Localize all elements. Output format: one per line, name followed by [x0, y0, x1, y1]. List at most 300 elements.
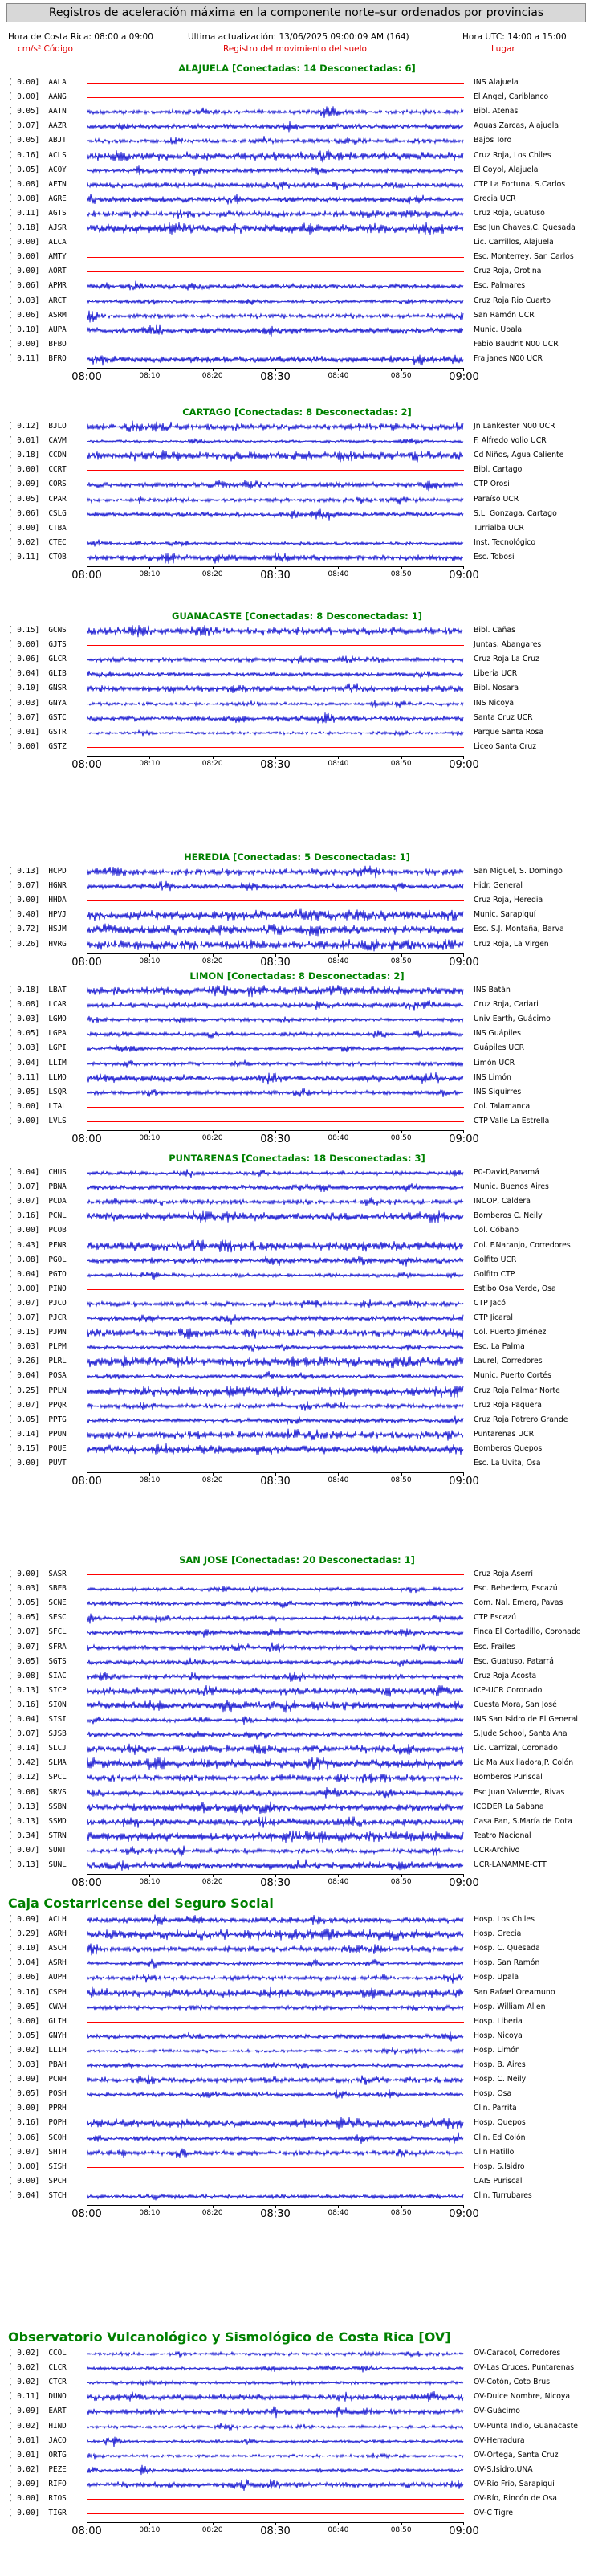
station-value-code: [ 0.02] HIND — [8, 2421, 67, 2431]
section-title: LIMON [Conectadas: 8 Desconectadas: 2] — [189, 970, 405, 982]
station-row — [0, 91, 594, 104]
station-value-code: [ 0.00] AMTY — [8, 252, 67, 262]
waveform-trace — [87, 2132, 464, 2145]
station-value-code: [ 0.07] PPQR — [8, 1400, 67, 1410]
time-axis-label: 08:20 — [201, 1476, 223, 1485]
signal-trace-path — [87, 656, 463, 664]
station-place: Clin. Parrita — [474, 2104, 517, 2113]
station-place: Cruz Roja Palmar Norte — [474, 1386, 560, 1395]
station-place: Golfito UCR — [474, 1255, 517, 1264]
station-place: Cruz Roja Acosta — [474, 1671, 537, 1680]
station-row — [0, 984, 594, 998]
station-row — [0, 2102, 594, 2116]
station-value-code: [ 0.13] HCPD — [8, 867, 67, 876]
station-row — [0, 2347, 594, 2361]
station-place: Bibl. Atenas — [474, 107, 519, 116]
station-value-code: [ 0.00] ALCA — [8, 238, 67, 247]
station-row — [0, 1385, 594, 1398]
station-row — [0, 1626, 594, 1639]
station-place: Puntarenas UCR — [474, 1429, 535, 1439]
station-place: Col. Talamanca — [474, 1101, 531, 1111]
waveform-trace — [87, 2376, 464, 2390]
waveform-trace — [87, 1013, 464, 1027]
station-place: Hosp. Los Chiles — [474, 1915, 535, 1924]
signal-trace-path — [87, 1169, 463, 1178]
signal-trace-path — [87, 2423, 463, 2431]
signal-trace-path — [87, 712, 463, 723]
station-value-code: [ 0.00] GLIH — [8, 2016, 67, 2026]
station-value-code: [ 0.04] SISI — [8, 1715, 67, 1724]
station-row — [0, 2362, 594, 2375]
signal-trace-path — [87, 181, 463, 190]
waveform-trace — [87, 726, 464, 740]
station-row — [0, 251, 594, 264]
signal-trace-path — [87, 909, 463, 921]
station-value-code: [ 0.11] LLMO — [8, 1072, 67, 1082]
station-row — [0, 1326, 594, 1340]
station-row — [0, 653, 594, 667]
station-place: Cruz Roja, Los Chiles — [474, 150, 551, 160]
station-value-code: [ 0.08] SRVS — [8, 1787, 67, 1797]
station-place: CTP Jacó — [474, 1298, 506, 1308]
waveform-trace — [87, 1224, 464, 1238]
station-value-code: [ 0.03] LGMO — [8, 1014, 67, 1024]
station-row — [0, 1027, 594, 1041]
signal-trace-path — [87, 2391, 463, 2402]
time-axis-label: 09:00 — [449, 569, 479, 582]
station-value-code: [ 0.10] GNSR — [8, 684, 67, 693]
waveform-trace — [87, 1786, 464, 1800]
time-axis-label: 08:40 — [328, 570, 349, 578]
station-row — [0, 178, 594, 192]
waveform-trace — [87, 1859, 464, 1872]
waveform-trace — [87, 1655, 464, 1669]
time-axis-label: 08:20 — [201, 2209, 223, 2217]
waveform-trace — [87, 880, 464, 893]
station-value-code: [ 0.09] EART — [8, 2407, 67, 2416]
waveform-trace — [87, 280, 464, 293]
station-value-code: [ 0.06] APMR — [8, 281, 67, 291]
station-row — [0, 1986, 594, 2000]
time-axis-label: 08:20 — [201, 570, 223, 578]
station-row — [0, 1341, 594, 1354]
station-value-code: [ 0.00] AANG — [8, 92, 67, 102]
station-place: Bajos Toro — [474, 136, 512, 145]
station-place: OV-Río Frío, Sarapiquí — [474, 2479, 555, 2488]
station-place: INS Guápiles — [474, 1029, 521, 1039]
signal-trace-path — [87, 1717, 463, 1725]
station-row — [0, 522, 594, 536]
station-value-code: [ 0.07] PBNA — [8, 1182, 67, 1192]
station-row — [0, 2044, 594, 2058]
station-place: Clin Hatillo — [474, 2147, 515, 2157]
station-row — [0, 420, 594, 434]
station-place: Clin. Turrubares — [474, 2190, 532, 2200]
signal-trace-path — [87, 881, 463, 892]
signal-trace-path — [87, 1386, 463, 1398]
time-axis-tick — [213, 756, 214, 759]
time-axis-tick — [338, 368, 339, 371]
time-axis-label: 08:20 — [201, 2526, 223, 2535]
signal-trace-path — [87, 924, 463, 937]
station-value-code: [ 0.05] LGPA — [8, 1029, 67, 1039]
station-row — [0, 295, 594, 308]
station-value-code: [ 0.15] PJMN — [8, 1328, 67, 1337]
time-axis-label: 08:00 — [71, 1877, 102, 1890]
station-place: Hosp. San Ramón — [474, 1958, 540, 1968]
station-row — [0, 1830, 594, 1843]
waveform-trace — [87, 1986, 464, 2000]
signal-trace-path — [87, 1986, 463, 1999]
time-axis-tick — [401, 1472, 402, 1476]
waveform-trace — [87, 295, 464, 308]
station-place: Santa Cruz UCR — [474, 712, 533, 722]
signal-trace-path — [87, 1030, 463, 1039]
station-value-code: [ 0.03] SBEB — [8, 1584, 67, 1594]
station-value-code: [ 0.04] PGTO — [8, 1269, 67, 1279]
time-axis-label: 08:20 — [201, 1878, 223, 1887]
signal-trace-path — [87, 1443, 463, 1455]
station-place: Esc Juan Valverde, Rivas — [474, 1787, 565, 1797]
station-place: Limón UCR — [474, 1058, 515, 1068]
signal-trace-path — [87, 106, 463, 118]
station-row — [0, 1210, 594, 1223]
station-row — [0, 894, 594, 908]
station-row — [0, 1641, 594, 1655]
waveform-trace — [87, 1312, 464, 1325]
station-place: OV-Ortega, Santa Cruz — [474, 2450, 559, 2460]
station-value-code: [ 0.18] CCDN — [8, 451, 67, 460]
station-value-code: [ 0.00] PCOB — [8, 1226, 67, 1235]
station-value-code: [ 0.11] AGTS — [8, 208, 67, 218]
waveform-trace — [87, 508, 464, 521]
signal-trace-path — [87, 1000, 463, 1010]
station-row — [0, 2059, 594, 2072]
waveform-trace — [87, 682, 464, 696]
waveform-trace — [87, 1699, 464, 1713]
station-row — [0, 449, 594, 463]
station-value-code: [ 0.09] RIFO — [8, 2479, 67, 2488]
station-value-code: [ 0.10] ASCH — [8, 1944, 67, 1953]
waveform-trace — [87, 2117, 464, 2130]
station-row — [0, 1582, 594, 1596]
time-axis-tick — [338, 1130, 339, 1133]
signal-trace-path — [87, 1731, 463, 1739]
station-value-code: [ 0.02] LLIH — [8, 2045, 67, 2055]
signal-trace-path — [87, 2479, 463, 2491]
waveform-trace — [87, 1728, 464, 1741]
time-axis-label: 08:10 — [139, 372, 161, 380]
station-value-code: [ 0.09] ACLH — [8, 1915, 67, 1924]
station-value-code: [ 0.04] ASRH — [8, 1958, 67, 1968]
station-row — [0, 1684, 594, 1698]
station-value-code: [ 0.26] PLRL — [8, 1357, 67, 1366]
station-row — [0, 2405, 594, 2419]
station-place: OV-S.Isidro,UNA — [474, 2464, 533, 2474]
time-axis — [71, 1130, 479, 1149]
time-axis-tick — [401, 1130, 402, 1133]
station-row — [0, 1713, 594, 1727]
station-row — [0, 1414, 594, 1427]
signal-trace-path — [87, 539, 463, 546]
signal-trace-path — [87, 496, 463, 504]
station-place: Esc. Frailes — [474, 1642, 515, 1651]
station-row — [0, 222, 594, 235]
station-value-code: [ 0.05] LSQR — [8, 1087, 67, 1096]
station-place: Fabio Baudrit N00 UCR — [474, 339, 559, 349]
station-place: INS Siquirres — [474, 1087, 522, 1096]
station-place: Cruz Roja Paquera — [474, 1400, 542, 1410]
signal-trace-path — [87, 684, 463, 694]
waveform-trace — [87, 463, 464, 477]
time-axis-tick — [338, 2522, 339, 2525]
waveform-trace — [87, 164, 464, 178]
waveform-trace — [87, 1844, 464, 1858]
section-title: CARTAGO [Conectadas: 8 Desconectadas: 2] — [182, 406, 412, 418]
station-row — [0, 2464, 594, 2477]
station-value-code: [ 0.00] BFBO — [8, 339, 67, 349]
station-value-code: [ 0.18] LBAT — [8, 986, 67, 994]
station-place: Cruz Roja, Cariari — [474, 1000, 539, 1010]
station-value-code: [ 0.00] LVLS — [8, 1116, 67, 1125]
signal-trace-path — [87, 1415, 463, 1424]
station-place: CTP Valle La Estrella — [474, 1116, 550, 1125]
station-value-code: [ 0.03] PBAH — [8, 2060, 67, 2069]
station-place: Bibl. Cañas — [474, 626, 515, 635]
time-axis-label: 08:50 — [390, 1476, 412, 1485]
station-place: Munic. Buenos Aires — [474, 1182, 549, 1192]
signal-trace-path — [87, 324, 463, 336]
time-axis-label: 08:00 — [71, 758, 102, 771]
station-place: Juntas, Abangares — [474, 640, 542, 650]
time-axis-label: 08:30 — [260, 1877, 291, 1890]
station-value-code: [ 0.34] STRN — [8, 1831, 67, 1840]
station-place: Hosp. Limón — [474, 2045, 520, 2055]
station-row — [0, 1844, 594, 1858]
station-row — [0, 1072, 594, 1085]
station-row — [0, 1859, 594, 1872]
station-value-code: [ 0.11] CTOB — [8, 552, 67, 561]
local-time-range: Hora de Costa Rica: 08:00 a 09:00 — [8, 32, 153, 42]
time-axis-label: 08:40 — [328, 957, 349, 965]
signal-trace-path — [87, 1657, 463, 1666]
station-row — [0, 537, 594, 550]
time-axis-label: 09:00 — [449, 371, 479, 383]
waveform-trace — [87, 1641, 464, 1655]
waveform-trace — [87, 1370, 464, 1383]
station-value-code: [ 0.16] ACLS — [8, 150, 67, 160]
time-axis-tick — [338, 756, 339, 759]
station-place: Esc. La Uvita, Osa — [474, 1459, 541, 1468]
signal-trace-path — [87, 2194, 463, 2201]
station-value-code: [ 0.12] BJLO — [8, 422, 67, 431]
waveform-trace — [87, 149, 464, 163]
station-place: CTP Escazú — [474, 1613, 517, 1623]
station-row — [0, 2478, 594, 2492]
time-axis-tick — [149, 566, 150, 569]
signal-trace-path — [87, 2004, 463, 2011]
signal-trace-path — [87, 1045, 463, 1052]
signal-trace-path — [87, 1831, 463, 1843]
time-axis-tick — [401, 2522, 402, 2525]
station-value-code: [ 0.02] CTCR — [8, 2378, 67, 2387]
station-value-code: [ 0.07] GSTC — [8, 712, 67, 722]
station-place: Fraijanes N00 UCR — [474, 353, 543, 363]
waveform-trace — [87, 1830, 464, 1843]
station-row — [0, 1013, 594, 1027]
station-value-code: [ 0.10] AUPA — [8, 325, 67, 334]
waveform-trace — [87, 998, 464, 1012]
unit-code-label: cm/s² Código — [18, 44, 73, 54]
station-value-code: [ 0.13] SSBN — [8, 1802, 67, 1811]
time-axis-tick — [213, 368, 214, 371]
station-place: CTP Jicaral — [474, 1313, 513, 1322]
waveform-trace — [87, 865, 464, 879]
waveform-trace — [87, 1297, 464, 1311]
waveform-trace — [87, 1385, 464, 1398]
station-place: Esc. Tobosi — [474, 552, 515, 561]
waveform-trace — [87, 1042, 464, 1055]
signal-trace-path — [87, 1774, 463, 1784]
station-place: Cruz Roja, La Virgen — [474, 939, 549, 949]
signal-trace-path — [87, 439, 463, 445]
waveform-trace — [87, 2001, 464, 2015]
time-axis-label: 08:30 — [260, 956, 291, 969]
station-value-code: [ 0.06] SCOH — [8, 2133, 67, 2142]
waveform-trace — [87, 1283, 464, 1296]
signal-trace-path — [87, 730, 463, 736]
waveform-trace — [87, 1801, 464, 1815]
station-value-code: [ 0.11] BFRO — [8, 353, 67, 363]
station-value-code: [ 0.00] GSTZ — [8, 741, 67, 751]
station-row — [0, 1042, 594, 1055]
signal-trace-path — [87, 2465, 463, 2475]
waveform-trace — [87, 1027, 464, 1041]
station-row — [0, 2001, 594, 2015]
station-value-code: [ 0.07] PCDA — [8, 1197, 67, 1206]
waveform-trace — [87, 1100, 464, 1114]
station-value-code: [ 0.00] SPCH — [8, 2176, 67, 2186]
waveform-trace — [87, 2044, 464, 2058]
signal-trace-path — [87, 480, 463, 492]
station-value-code: [ 0.04] LLIM — [8, 1058, 67, 1068]
station-row — [0, 1181, 594, 1194]
signal-trace-path — [87, 1816, 463, 1827]
station-row — [0, 76, 594, 90]
station-place: Munic. Sarapiquí — [474, 910, 536, 920]
station-place: Grecia UCR — [474, 194, 516, 203]
station-value-code: [ 0.00] PUVT — [8, 1459, 67, 1468]
waveform-trace — [87, 639, 464, 652]
station-value-code: [ 0.03] ARCT — [8, 296, 67, 305]
station-value-code: [ 0.00] AORT — [8, 267, 67, 276]
station-row — [0, 1728, 594, 1741]
station-row — [0, 1957, 594, 1970]
station-row — [0, 1568, 594, 1582]
waveform-trace — [87, 105, 464, 119]
station-place: INS Nicoya — [474, 698, 515, 708]
station-place: Laurel, Corredores — [474, 1357, 543, 1366]
station-place: El Coyol, Alajuela — [474, 165, 539, 174]
station-place: Hosp. Nicoya — [474, 2031, 523, 2040]
waveform-trace — [87, 908, 464, 922]
station-row — [0, 2088, 594, 2101]
station-place: Hosp. C. Neily — [474, 2075, 527, 2084]
time-axis-label: 08:50 — [390, 1878, 412, 1887]
station-row — [0, 712, 594, 725]
station-value-code: [ 0.04] STCH — [8, 2190, 67, 2200]
waveform-trace — [87, 1742, 464, 1756]
station-value-code: [ 0.03] LGPI — [8, 1043, 67, 1053]
station-value-code: [ 0.09] CORS — [8, 480, 67, 489]
time-axis-tick — [213, 2205, 214, 2208]
station-value-code: [ 0.01] GSTR — [8, 727, 67, 737]
time-axis-tick — [401, 756, 402, 759]
station-value-code: [ 0.16] PQPH — [8, 2118, 67, 2128]
station-row — [0, 2435, 594, 2448]
station-place: Hosp. Liberia — [474, 2016, 523, 2026]
time-axis — [71, 756, 479, 775]
station-value-code: [ 0.08] LCAR — [8, 1000, 67, 1010]
signal-trace-path — [87, 1586, 463, 1593]
waveform-trace — [87, 449, 464, 463]
signal-trace-path — [87, 1614, 463, 1624]
station-row — [0, 726, 594, 740]
time-axis-label: 08:10 — [139, 2209, 161, 2217]
station-place: Hosp. Grecia — [474, 1929, 522, 1939]
station-place: Lic. Carrizal, Coronado — [474, 1744, 558, 1753]
station-row — [0, 1457, 594, 1471]
station-row — [0, 1355, 594, 1369]
signal-trace-path — [87, 552, 463, 563]
station-value-code: [ 0.05] POSH — [8, 2089, 67, 2099]
station-place: OV-Cotón, Coto Brus — [474, 2378, 551, 2387]
station-value-code: [ 0.14] PPUN — [8, 1429, 67, 1439]
time-axis — [71, 2205, 479, 2224]
time-axis-label: 09:00 — [449, 2208, 479, 2220]
station-row — [0, 309, 594, 323]
signal-trace-path — [87, 985, 463, 997]
waveform-trace — [87, 493, 464, 507]
waveform-trace — [87, 1239, 464, 1253]
time-axis-label: 08:10 — [139, 1134, 161, 1142]
station-row — [0, 1086, 594, 1100]
time-axis-tick — [149, 368, 150, 371]
station-value-code: [ 0.00] SASR — [8, 1570, 67, 1578]
waveform-trace — [87, 741, 464, 754]
waveform-trace — [87, 2507, 464, 2521]
station-row — [0, 236, 594, 250]
station-value-code: [ 0.05] PPTG — [8, 1415, 67, 1424]
station-place: Esc Jun Chaves,C. Quesada — [474, 223, 576, 232]
station-row — [0, 2161, 594, 2174]
station-place: CAIS Puriscal — [474, 2176, 523, 2186]
signal-trace-path — [87, 222, 463, 235]
time-axis-label: 08:20 — [201, 957, 223, 965]
station-place: Col. Puerto Jiménez — [474, 1328, 547, 1337]
station-value-code: [ 0.07] SHTH — [8, 2147, 67, 2157]
station-row — [0, 880, 594, 893]
signal-trace-path — [87, 137, 463, 145]
station-place: Munic. Upala — [474, 325, 523, 334]
station-place: Cd Niños, Agua Caliente — [474, 451, 564, 460]
signal-trace-path — [87, 2148, 463, 2158]
waveform-trace — [87, 1757, 464, 1770]
time-axis-label: 08:40 — [328, 2209, 349, 2217]
signal-trace-path — [87, 121, 463, 132]
waveform-trace — [87, 2073, 464, 2087]
time-axis-label: 08:50 — [390, 2209, 412, 2217]
